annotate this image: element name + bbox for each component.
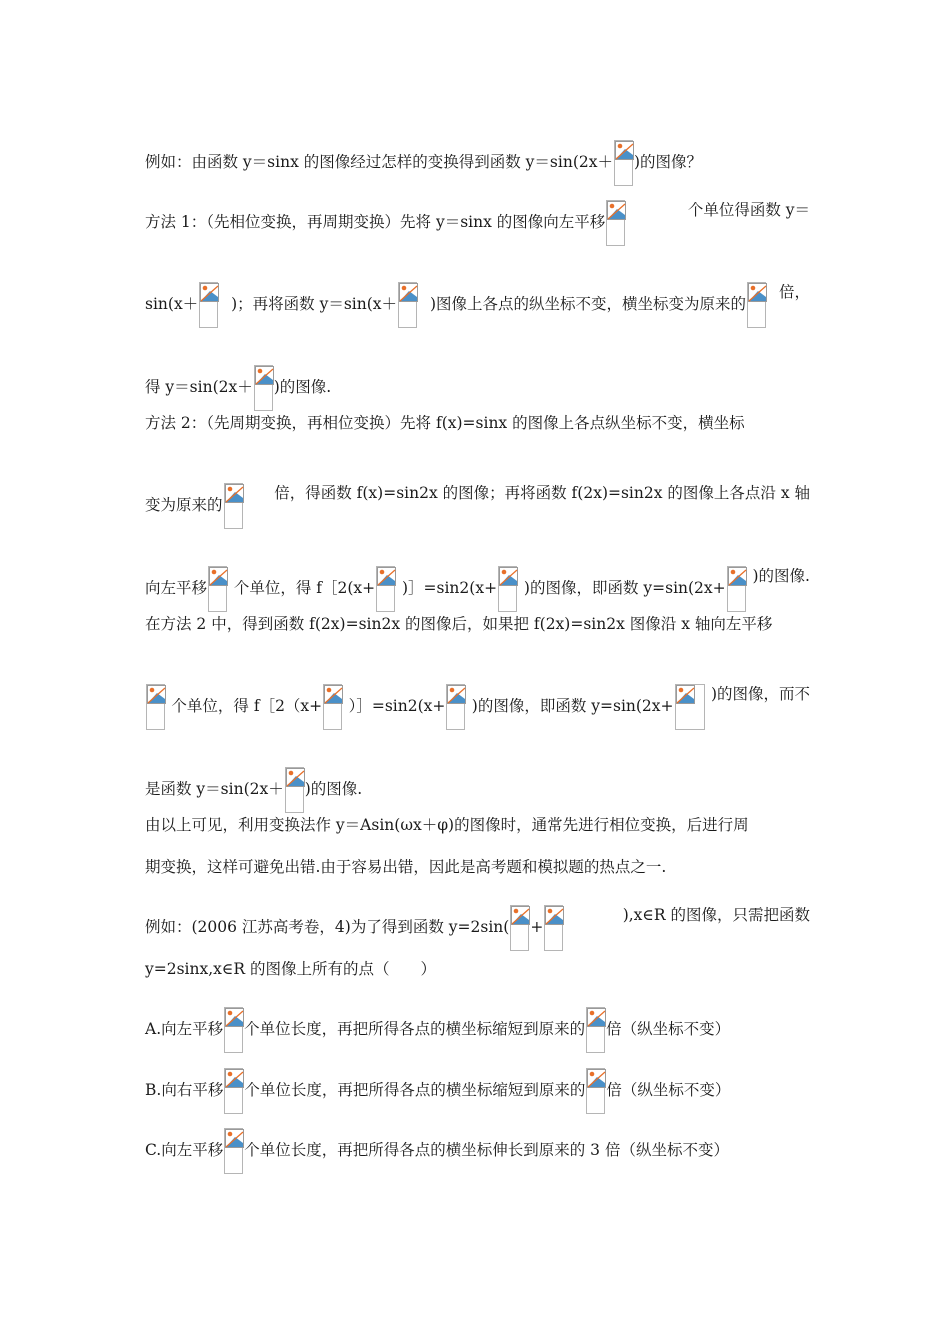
text-segment: 向左平移 [145,579,208,597]
text-segment: 例如：由函数 y＝sinx 的图像经过怎样的变换得到函数 y＝sin(2x＋ [145,153,613,171]
broken-image-icon [615,141,634,160]
broken-image-icon [225,1129,244,1148]
formula-image [675,684,705,730]
option-b [145,1068,810,1114]
text-segment: 个单位长度，再把所得各点的横坐标缩短到原来的 [244,1081,586,1099]
formula-image [606,200,625,246]
text-segment: )的图像，而不 [710,685,810,703]
broken-image-icon [447,685,466,704]
broken-image-icon [147,685,166,704]
text-line [145,815,810,835]
broken-image-icon [200,283,219,302]
text-segment: 倍（纵坐标不变） [606,1081,731,1099]
text-segment: 是函数 y＝sin(2x＋ [145,780,284,798]
formula-image [285,767,304,813]
text-segment: )的图像，即函数 y=sin(2x+ [523,579,726,597]
formula-image [544,905,563,951]
broken-image-icon [607,201,626,220]
text-segment: 例如：(2006 江苏高考卷，4)为了得到函数 y=2sin( [145,918,510,936]
text-segment: )的图像？ [633,153,703,171]
option-a [145,1007,810,1053]
text-segment: 个单位，得 f［2（x+ [171,697,323,715]
formula-image [747,282,766,328]
text-line [145,566,810,612]
text-line [145,857,810,877]
text-segment: 在方法 2 中，得到函数 f(2x)=sin2x 的图像后，如果把 f(2x)=sin2x 图像沿 x 轴向左平移 [145,615,773,633]
text-segment: 个单位得函数 y＝ [687,201,810,219]
text-segment: C.向左平移 [145,1141,224,1159]
text-line [145,413,810,433]
text-segment: 方法 2：（先周期变换，再相位变换）先将 f(x)=sinx 的图像上各点纵坐标不变，横坐标 [145,414,745,432]
formula-image [586,1007,605,1053]
formula-image [586,1068,605,1114]
formula-image [224,1068,243,1114]
formula-image [446,684,465,730]
text-line [145,614,810,634]
broken-image-icon [324,685,343,704]
text-segment: 由以上可见，利用变换法作 y＝Asin(ωx＋φ)的图像时，通常先进行相位变换，后进行周 [145,816,749,834]
text-segment: 倍，得函数 f(x)=sin2x 的图像；再将函数 f(2x)=sin2x 的图像上各点沿 x 轴 [274,484,810,502]
text-segment: B.向右平移 [145,1081,224,1099]
formula-image [146,684,165,730]
formula-image [498,566,517,612]
broken-image-icon [587,1069,606,1088]
text-segment: 变为原来的 [145,496,223,514]
text-line [145,200,810,246]
text-segment: )的图像. [752,567,810,585]
text-line [145,365,810,411]
formula-image [323,684,342,730]
text-line [145,684,810,730]
text-segment: )的图像，即函数 y=sin(2x+ [471,697,674,715]
text-segment: 倍（纵坐标不变） [606,1020,731,1038]
formula-image [199,282,218,328]
formula-image [224,1007,243,1053]
broken-image-icon [225,1008,244,1027]
text-segment: 得 y＝sin(2x＋ [145,378,253,396]
text-segment: )的图像. [273,378,332,396]
text-segment: )图像上各点的纵坐标不变，横坐标变为原来的 [429,295,747,313]
broken-image-icon [728,567,747,586]
text-line [145,282,810,328]
formula-image [254,365,273,411]
text-segment: A.向左平移 [145,1020,224,1038]
text-segment: 倍， [778,283,810,301]
broken-image-icon [286,768,305,787]
broken-image-icon [587,1008,606,1027]
broken-image-icon [676,685,695,704]
broken-image-icon [377,567,396,586]
text-segment: )；再将函数 y＝sin(x＋ [231,295,398,313]
formula-image [376,566,395,612]
text-segment: 个单位长度，再把所得各点的横坐标缩短到原来的 [244,1020,586,1038]
formula-image [398,282,417,328]
text-segment: ）］=sin2(x+ [348,697,446,715]
text-segment: )］=sin2(x+ [401,579,498,597]
text-line [145,905,810,951]
text-segment: ),x∈R 的图像，只需把函数 [622,906,810,924]
formula-image [614,140,633,186]
broken-image-icon [748,283,767,302]
text-segment: + [530,918,544,936]
text-segment: 期变换，这样可避免出错.由于容易出错，因此是高考题和模拟题的热点之一. [145,858,667,876]
text-line [145,959,810,979]
broken-image-icon [225,1069,244,1088]
text-segment: 方法 1：（先相位变换，再周期变换）先将 y＝sinx 的图像向左平移 [145,213,606,231]
text-segment: )的图像. [304,780,363,798]
broken-image-icon [511,906,530,925]
text-segment: 个单位，得 f［2(x+ [233,579,376,597]
broken-image-icon [399,283,418,302]
text-segment: sin(x＋ [145,295,199,313]
broken-image-icon [545,906,564,925]
text-line [145,483,810,529]
formula-image [208,566,227,612]
formula-image [224,483,243,529]
broken-image-icon [225,484,244,503]
formula-image [224,1128,243,1174]
text-line [145,140,810,186]
broken-image-icon [499,567,518,586]
formula-image [510,905,529,951]
formula-image [727,566,746,612]
broken-image-icon [209,567,228,586]
text-line [145,767,810,813]
option-c [145,1128,810,1174]
broken-image-icon [255,366,274,385]
text-segment: 个单位长度，再把所得各点的横坐标伸长到原来的 3 倍（纵坐标不变） [244,1141,729,1159]
text-segment: y=2sinx,x∈R 的图像上所有的点（ ） [145,960,436,978]
